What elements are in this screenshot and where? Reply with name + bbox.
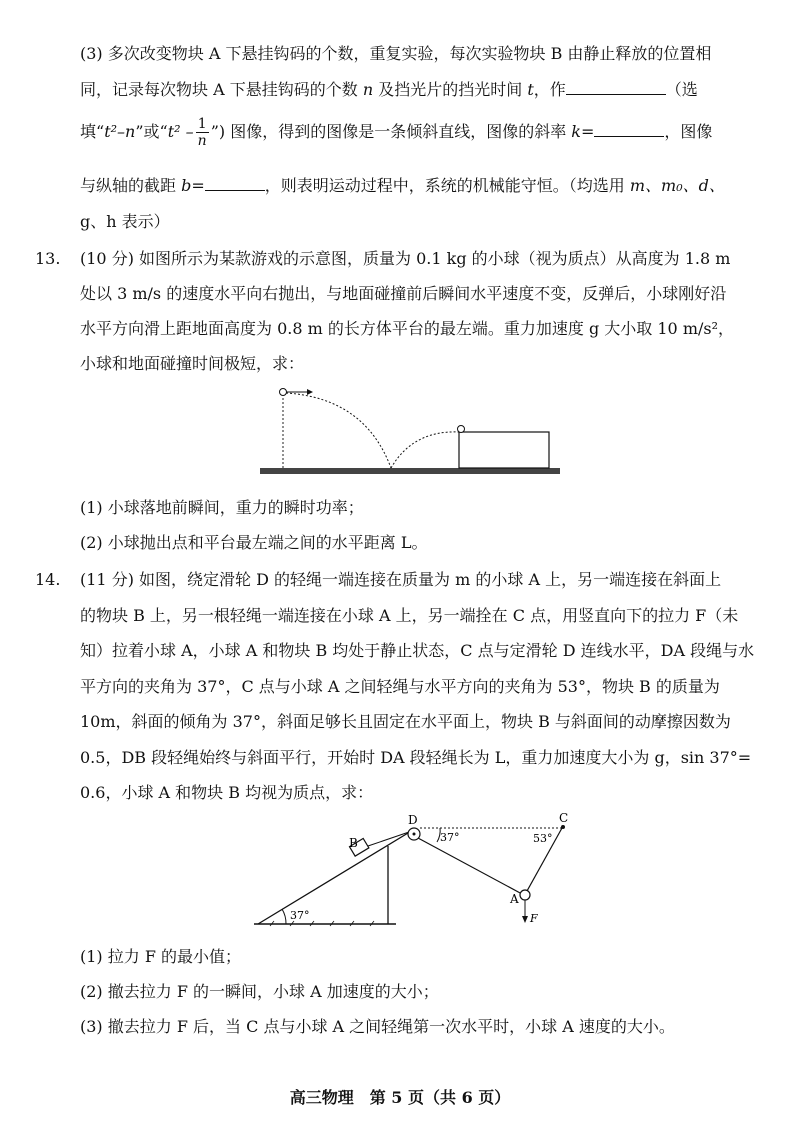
ground xyxy=(260,468,560,474)
text: 与纵轴的截距 xyxy=(80,176,182,195)
text: (10 分) 如图所示为某款游戏的示意图，质量为 0.1 kg 的小球（视为质点）从高度为 1.8 m xyxy=(80,249,731,268)
rope-DA xyxy=(418,838,522,894)
text: ，图像 xyxy=(664,122,713,141)
text: (2) 小球抛出点和平台最左端之间的水平距离 L。 xyxy=(80,533,428,552)
q14-figure xyxy=(250,808,580,933)
label-D: D xyxy=(408,813,418,827)
q12-3-line1 xyxy=(80,44,760,64)
variables: m、m₀、d、 xyxy=(629,176,725,195)
q13-number xyxy=(35,249,75,269)
text: (3) 多次改变物块 A 下悬挂钩码的个数，重复实验，每次实验物块 B 由静止释放的位置相 xyxy=(80,44,712,63)
q13-line1 xyxy=(80,249,760,269)
rope-BD xyxy=(368,832,409,846)
fall-trajectory xyxy=(286,393,391,468)
question-number: 14. xyxy=(35,570,61,589)
angle-C-label: 53° xyxy=(533,832,553,845)
fraction-1-over-n xyxy=(196,116,209,149)
force-F-head xyxy=(522,916,528,923)
text: (1) 拉力 F 的最小值； xyxy=(80,947,242,966)
var-b: b= xyxy=(181,176,205,195)
text: 平方向的夹角为 37°，C 点与小球 A 之间轻绳与水平方向的夹角为 53°，物块 B 的质量为 xyxy=(80,677,720,696)
text: (3) 撤去拉力 F 后，当 C 点与小球 A 之间轻绳第一次水平时，小球 A 速度的大小。 xyxy=(80,1017,675,1036)
q14-sub3 xyxy=(80,1017,760,1037)
text: 的物块 B 上，另一根轻绳一端连接在小球 A 上，另一端拴在 C 点，用竖直向下的拉力 F（未 xyxy=(80,606,739,625)
q13-sub2 xyxy=(80,533,760,553)
q14-line3 xyxy=(80,641,760,661)
q13-line2 xyxy=(80,284,760,304)
text: 水平方向滑上距地面高度为 0.8 m 的长方体平台的最左端。重力加速度 g 大小取 10 m/s²， xyxy=(80,319,735,338)
text: ”) 图像，得到的图像是一条倾斜直线，图像的斜率 xyxy=(210,122,572,141)
text: (2) 撤去拉力 F 的一瞬间，小球 A 加速度的大小； xyxy=(80,982,439,1001)
text: 及挡光片的挡光时间 xyxy=(373,80,528,99)
q13-sub1 xyxy=(80,498,760,518)
expr-t2: t² – xyxy=(167,122,194,141)
q13-line4 xyxy=(80,354,760,374)
answer-blank-intercept[interactable] xyxy=(205,176,265,191)
incline-surface xyxy=(258,830,413,924)
ball-start xyxy=(280,389,287,396)
q14-line5 xyxy=(80,712,760,732)
q12-3-line3 xyxy=(80,116,760,149)
answer-blank-graph[interactable] xyxy=(566,80,666,95)
text: （选 xyxy=(665,80,698,99)
q14-sub1 xyxy=(80,947,760,967)
q12-3-line5 xyxy=(80,212,760,232)
frac-den xyxy=(196,133,209,149)
text: 同，记录每次物块 A 下悬挂钩码的个数 xyxy=(80,80,363,99)
q12-3-line4 xyxy=(80,176,760,196)
var-k: k= xyxy=(571,122,595,141)
ball-A xyxy=(520,890,530,900)
text: (11 分) 如图，绕定滑轮 D 的轻绳一端连接在质量为 m 的小球 A 上，另一端连接在斜面上 xyxy=(80,570,722,589)
q14-line7 xyxy=(80,783,760,803)
label-A: A xyxy=(510,892,519,906)
label-B: B xyxy=(349,836,358,850)
frac-num: 1 xyxy=(196,116,209,133)
q14-line4 xyxy=(80,677,760,697)
label-F: F xyxy=(530,912,538,925)
text: 处以 3 m/s 的速度水平向右抛出，与地面碰撞前后瞬间水平速度不变，反弹后，小球刚好沿 xyxy=(80,284,727,303)
text: 知）拉着小球 A，小球 A 和物块 B 均处于静止状态，C 点与定滑轮 D 连线水平，DA 段绳与水 xyxy=(80,641,755,660)
q13-figure xyxy=(255,380,575,485)
arrow-head xyxy=(307,389,313,395)
answer-blank-slope[interactable] xyxy=(594,122,664,137)
q14-line1 xyxy=(80,570,760,590)
label-C: C xyxy=(559,811,569,825)
text: g、h 表示） xyxy=(80,212,170,231)
text: 小球和地面碰撞时间极短，求： xyxy=(80,354,305,373)
text: ，作 xyxy=(533,80,566,99)
text: ”或“ xyxy=(135,122,168,141)
angle-D-label: 37° xyxy=(440,831,460,844)
question-number: 13. xyxy=(35,249,61,268)
slope-angle-label: 37° xyxy=(290,909,310,922)
frac-den-var: n xyxy=(197,133,207,149)
text: 0.6，小球 A 和物块 B 均视为质点，求： xyxy=(80,783,374,802)
slope-angle-arc xyxy=(282,909,286,924)
point-C xyxy=(561,825,565,829)
platform xyxy=(459,432,549,468)
text: 10m，斜面的倾角为 37°，斜面足够长且固定在水平面上，物块 B 与斜面间的动摩擦因数为 xyxy=(80,712,731,731)
text: ，则表明运动过程中，系统的机械能守恒。（均选用 xyxy=(264,176,630,195)
pulley-axle xyxy=(413,833,416,836)
bounce-trajectory xyxy=(391,432,459,468)
ball-end xyxy=(458,426,465,433)
text: 0.5，DB 段轻绳始终与斜面平行，开始时 DA 段轻绳长为 L，重力加速度大小为 g，sin 37°= xyxy=(80,748,752,767)
q14-sub2 xyxy=(80,982,760,1002)
expr-t2-n: t²–n xyxy=(104,122,136,141)
footer-text: 高三物理 第 5 页（共 6 页） xyxy=(289,1088,511,1107)
q14-number xyxy=(35,570,75,590)
page-footer xyxy=(0,1085,800,1108)
q14-line6 xyxy=(80,748,760,768)
var-n: n xyxy=(362,80,374,99)
text: 填“ xyxy=(80,122,105,141)
q13-line3 xyxy=(80,319,760,339)
var-t: t xyxy=(527,80,534,99)
text: (1) 小球落地前瞬间，重力的瞬时功率； xyxy=(80,498,364,517)
q12-3-line2 xyxy=(80,80,760,100)
q14-line2 xyxy=(80,606,760,626)
